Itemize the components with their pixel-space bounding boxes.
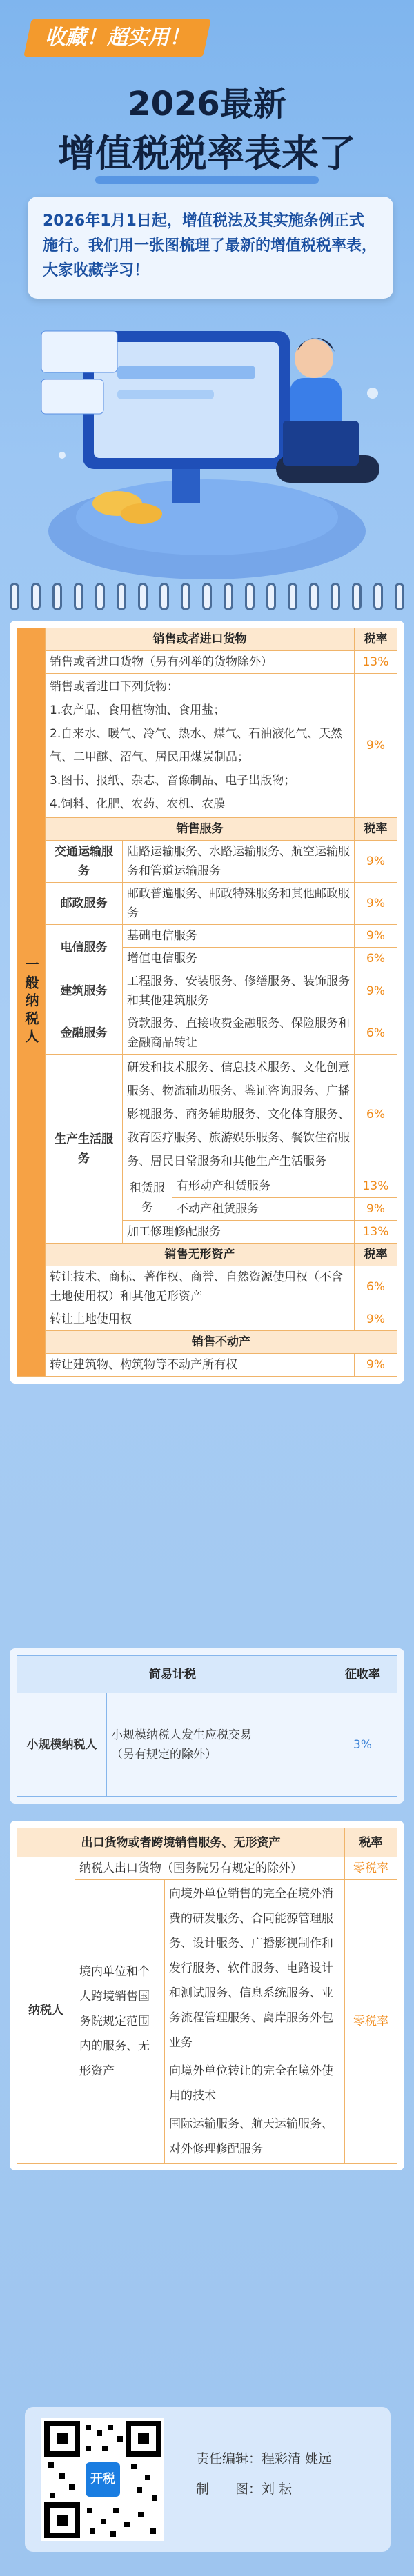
- service-name: 生产生活服务: [46, 1055, 123, 1244]
- estate-row: 转让建筑物、构筑物等不动产所有权: [46, 1354, 355, 1377]
- repair-item: 加工修理修配服务: [123, 1221, 355, 1244]
- goods-rate: 9%: [355, 674, 397, 818]
- rate-header: 税率: [355, 1244, 397, 1266]
- service-rate: 9%: [355, 841, 397, 883]
- service-rate: 6%: [355, 948, 397, 970]
- service-name: 建筑服务: [46, 970, 123, 1012]
- intangible-row: 转让技术、商标、著作权、商誉、自然资源使用权（不含土地使用权）和其他无形资产: [46, 1266, 355, 1308]
- simple-text: 小规模纳税人发生应税交易 （另有规定的除外）: [107, 1693, 328, 1797]
- export-row: 纳税人出口货物（国务院另有规定的除外）: [75, 1857, 345, 1880]
- simple-rate-header: 征收率: [328, 1656, 397, 1693]
- export-sub-item: 向境外单位转让的完全在境外使用的技术: [165, 2057, 345, 2110]
- laptop: [283, 421, 359, 466]
- estate-rate: 9%: [355, 1354, 397, 1377]
- screen-bar: [117, 390, 214, 399]
- coin-icon: [121, 503, 162, 524]
- title-line1: 2026最新: [128, 85, 286, 123]
- badge-text: 收藏！超实用！: [45, 26, 190, 50]
- goods-header: 销售或者进口货物: [46, 628, 355, 651]
- simple-rate: 3%: [328, 1693, 397, 1797]
- footer: [25, 2407, 391, 2552]
- maker-credit: 制 图：刘 耘: [196, 2482, 293, 2497]
- general-taxpayer-table: [17, 628, 397, 1377]
- binder-rings: [0, 583, 414, 610]
- service-header: 销售服务: [46, 818, 355, 841]
- export-header: 出口货物或者跨境销售服务、无形资产: [17, 1828, 345, 1857]
- service-rate: 9%: [355, 883, 397, 925]
- estate-header: 销售不动产: [46, 1331, 397, 1354]
- service-item: 研发和技术服务、信息技术服务、文化创意服务、物流辅助服务、鉴证咨询服务、广播影视服务、商务辅助服务、文化体育服务、教育医疗服务、旅游娱乐服务、餐饮住宿服务、居民日常服务和其他生产生活服务: [123, 1055, 355, 1175]
- export-rate-header: 税率: [345, 1828, 397, 1857]
- editor-credit: 责任编辑：程彩清 姚远: [196, 2451, 332, 2466]
- export-group-label: 境内单位和个人跨境销售国务院规定范围内的服务、无形资产: [75, 1880, 165, 2164]
- simple-header: 简易计税: [17, 1656, 328, 1693]
- goods-row: 销售或者进口货物（另有列举的货物除外）: [46, 651, 355, 674]
- service-item: 增值电信服务: [123, 948, 355, 970]
- export-sub-item: 国际运输服务、航天运输服务、对外修理修配服务: [165, 2110, 345, 2164]
- repair-rate: 13%: [355, 1221, 397, 1244]
- intangible-rate: 6%: [355, 1266, 397, 1308]
- title-line2: 增值税税率表来了: [58, 132, 356, 175]
- service-item: 基础电信服务: [123, 925, 355, 948]
- sparkle: [59, 452, 66, 459]
- export-card: [10, 1821, 404, 2170]
- intro-text: 2026年1月1日起，增值税法及其实施条例正式施行。我们用一张图梳理了最新的增值税税率表，大家收藏学习！: [28, 197, 393, 299]
- simple-side-label: 小规模纳税人: [17, 1693, 107, 1797]
- export-rate: 零税率: [345, 1857, 397, 1880]
- floating-window: [41, 379, 103, 414]
- monitor-screen: [94, 342, 279, 458]
- lease-item: 有形动产租赁服务: [172, 1175, 355, 1198]
- podium-top: [76, 479, 338, 555]
- export-group-rate: 零税率: [345, 1880, 397, 2164]
- service-item: 邮政普遍服务、邮政特殊服务和其他邮政服务: [123, 883, 355, 925]
- sparkle: [367, 388, 378, 399]
- service-rate: 9%: [355, 925, 397, 948]
- service-name: 邮政服务: [46, 883, 123, 925]
- rate-header: 税率: [355, 628, 397, 651]
- service-name: 金融服务: [46, 1012, 123, 1055]
- header-badge: [23, 19, 210, 57]
- service-rate: 6%: [355, 1055, 397, 1175]
- floating-window: [41, 331, 117, 372]
- rate-header: 税率: [355, 818, 397, 841]
- intangible-rate: 9%: [355, 1308, 397, 1331]
- lease-item: 不动产租赁服务: [172, 1198, 355, 1221]
- service-item: 工程服务、安装服务、修缮服务、装饰服务和其他建筑服务: [123, 970, 355, 1012]
- service-item: 陆路运输服务、水路运输服务、航空运输服务和管道运输服务: [123, 841, 355, 883]
- qr-logo: 开税: [86, 2462, 120, 2497]
- service-rate: 6%: [355, 1012, 397, 1055]
- screen-bar: [117, 366, 255, 379]
- service-item: 贷款服务、直接收费金融服务、保险服务和金融商品转让: [123, 1012, 355, 1055]
- simple-tax-table: [17, 1655, 397, 1797]
- general-taxpayer-card: [10, 621, 404, 1384]
- lease-label: 租赁服务: [123, 1175, 172, 1221]
- qr-code[interactable]: [41, 2418, 164, 2541]
- service-name: 交通运输服务: [46, 841, 123, 883]
- general-side-label: 一般纳税人: [17, 628, 46, 1377]
- service-rate: 9%: [355, 970, 397, 1012]
- export-sub-item: 向境外单位销售的完全在境外消费的研发服务、合同能源管理服务、设计服务、广播影视制作和发行服务、软件服务、电路设计和测试服务、信息系统服务、业务流程管理服务、离岸服务外包业务: [165, 1880, 345, 2057]
- monitor-stand: [172, 469, 200, 503]
- export-side-label: 纳税人: [17, 1857, 75, 2164]
- computer-illustration: [0, 303, 414, 593]
- service-name: 电信服务: [46, 925, 123, 970]
- lease-rate: 13%: [355, 1175, 397, 1198]
- title-underline: [95, 176, 319, 184]
- simple-tax-card: [10, 1648, 404, 1804]
- goods-rate: 13%: [355, 651, 397, 674]
- lease-rate: 9%: [355, 1198, 397, 1221]
- goods-row: 销售或者进口下列货物： 1.农产品、食用植物油、食用盐； 2.自来水、暖气、冷气、热水、煤气、石油液化气、天然气、二甲醚、沼气、居民用煤炭制品； 3.图书、报纸、杂志、音像制品、电子出版物； 4.饲料、化肥、农药、农机、农膜: [46, 674, 355, 818]
- intangible-header: 销售无形资产: [46, 1244, 355, 1266]
- intangible-row: 转让土地使用权: [46, 1308, 355, 1331]
- export-table: [17, 1828, 397, 2164]
